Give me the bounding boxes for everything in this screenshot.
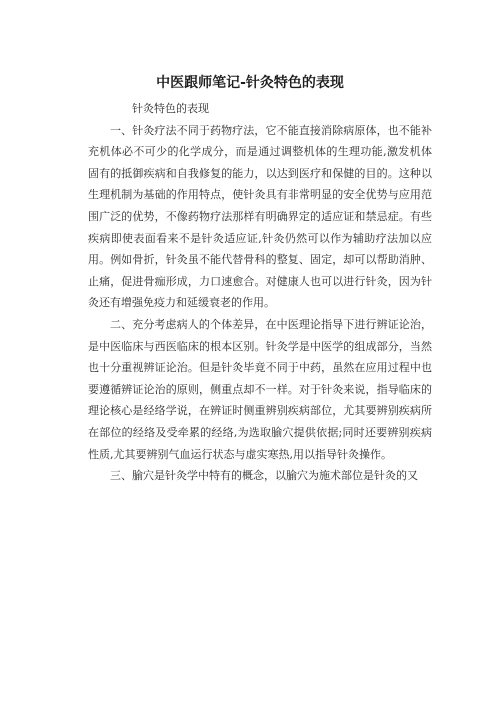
subheading-text: 针灸特色的表现 bbox=[132, 102, 209, 115]
section-subheading bbox=[88, 98, 432, 120]
document-body bbox=[88, 98, 432, 487]
paragraph-2: 二、充分考虑病人的个体差异，在中医理论指导下进行辨证论治，是中医临床与西医临床的根本区别。针灸学是中医学的组成部分，当然也十分重视辨证论治。但是针灸毕竟不同于中药，虽然在应用过程中也要遵循辨证论治的原则，侧重点却不一样。对于针灸来说，指导临床的理论核心是经络学说，在辨证时侧重辨别疾病部位，尤其要辨别疾病所在部位的经络及受牵累的经络,为选取腧穴提供依据;同时还要辨别疾病性质,尤其要辨别气血运行状态与虚实寒热,用以指导针灸操作。 bbox=[88, 317, 432, 461]
document-title: 中医跟师笔记-针灸特色的表现 bbox=[156, 75, 344, 91]
paragraph-3: 三、腧穴是针灸学中特有的概念，以腧穴为施术部位是针灸的又 bbox=[110, 469, 418, 483]
paragraph-1: 一、针灸疗法不同于药物疗法，它不能直接消除病原体，也不能补充机体必不可少的化学成分，而是通过调整机体的生理功能,激发机体固有的抵御疾病和自我修复的能力，以达到医疗和保健的目的。这种以生理机制为基础的作用特点，使针灸具有非常明显的安全优势与应用范围广泛的优势，不像药物疗法那样有明确界定的适应证和禁忌症。有些疾病即使表面看来不是针灸适应证,针灸仍然可以作为辅助疗法加以应用。例如骨折，针灸虽不能代替骨科的整复、固定，却可以帮助消肿、止痛，促进骨痂形成，力口速愈合。对健康人也可以进行针灸，因为针灸还有增强免疫力和延缓衰老的作用。 bbox=[88, 123, 432, 310]
